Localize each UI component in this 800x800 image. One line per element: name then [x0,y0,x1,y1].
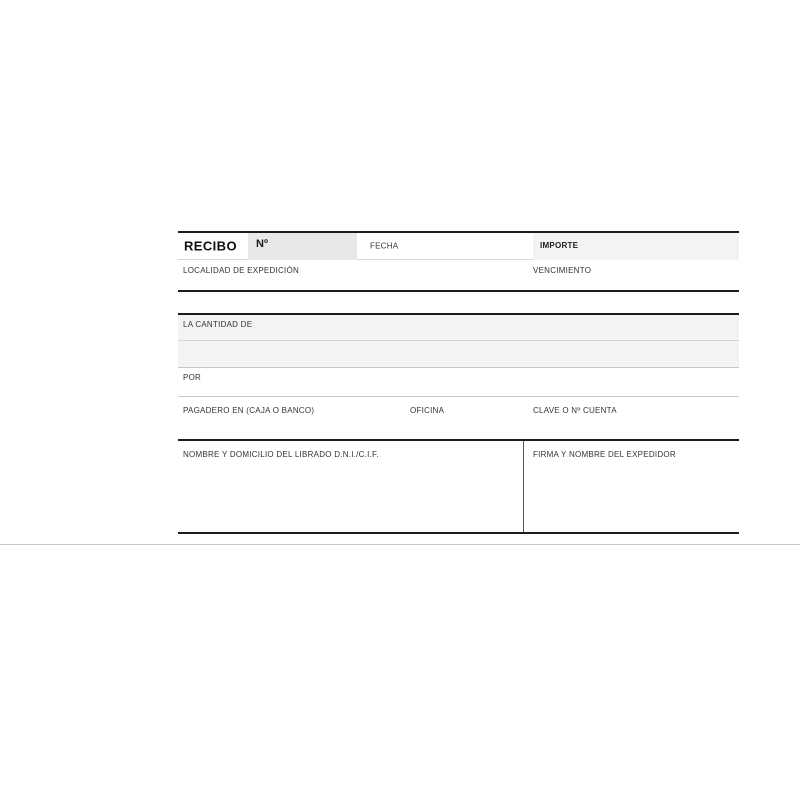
cantidad-blank-field-area [178,341,739,368]
clave-label: CLAVE O Nº CUENTA [533,406,617,415]
expedidor-field-area [524,441,739,532]
fecha-label: FECHA [370,241,399,251]
numero-label: Nº [256,238,268,250]
header-row [178,233,739,260]
oficina-label: OFICINA [410,406,445,415]
recibo-form [178,231,739,534]
expedidor-label: FIRMA Y NOMBRE DEL EXPEDIDOR [533,450,676,459]
recibo-title: RECIBO [184,238,237,254]
pagadero-row [178,397,739,439]
importe-label: IMPORTE [540,241,579,250]
header-section [178,231,739,292]
importe-field-area [533,233,739,260]
por-label: POR [183,373,202,382]
vencimiento-label: VENCIMIENTO [533,266,592,275]
parties-section [178,439,739,534]
localidad-label: LOCALIDAD DE EXPEDICIÓN [183,266,299,275]
amount-section [178,313,739,439]
section-gap [178,292,739,313]
cantidad-label: LA CANTIDAD DE [183,320,253,329]
localidad-row [178,260,739,290]
numero-field-area [248,233,357,261]
pagadero-label: PAGADERO EN (CAJA O BANCO) [183,406,315,415]
cantidad-row [178,315,739,341]
librado-field-area [178,441,524,532]
librado-label: NOMBRE Y DOMICILIO DEL LIBRADO D.N.I./C.I.F. [183,450,379,459]
por-row [178,368,739,397]
page-tear-rule [0,544,800,545]
